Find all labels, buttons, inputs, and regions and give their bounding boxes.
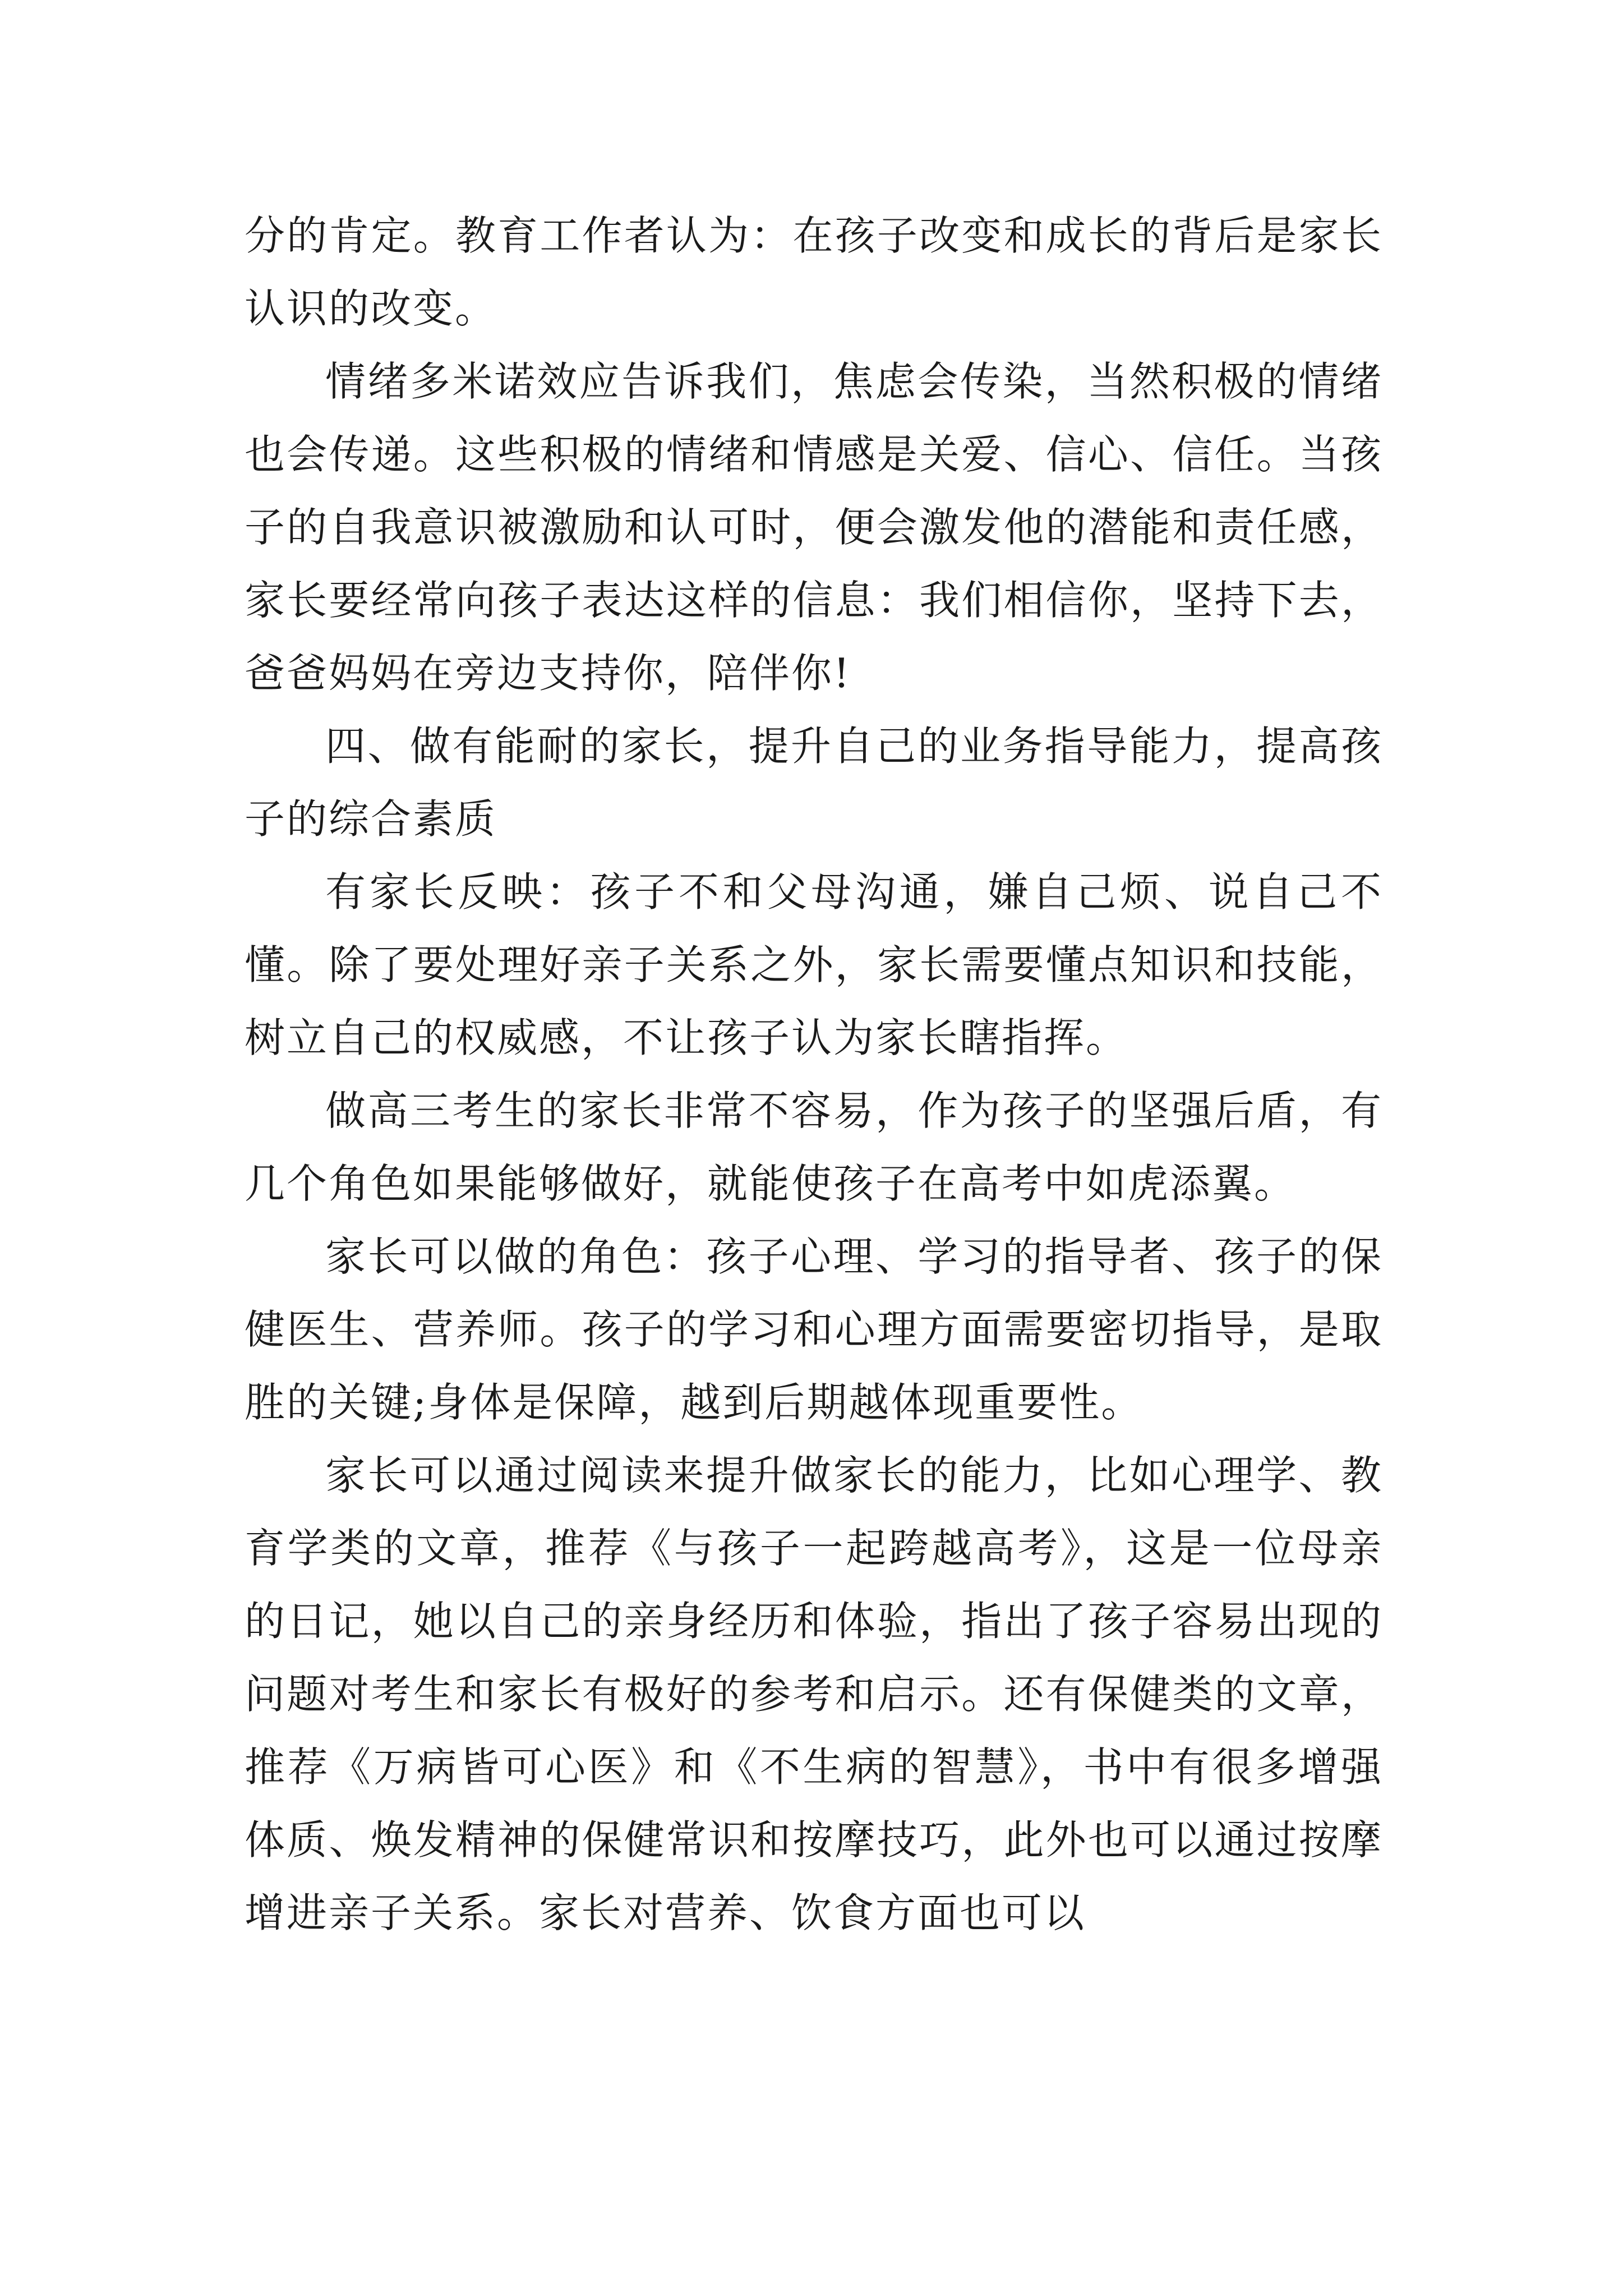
paragraph-senior-parents: 做高三考生的家长非常不容易，作为孩子的坚强后盾，有几个角色如果能够做好，就能使孩子在高考中如虎添翼。 [245,1087,1383,1207]
paragraph-reading-recommendations: 家长可以通过阅读来提升做家长的能力，比如心理学、教育学类的文章，推荐《与孩子一起跨越高考》，这是一位母亲的日记，她以自己的亲身经历和体验，指出了孩子容易出现的问题对考生和家长有极好的参考和启示。还有保健类的文章，推荐《万病皆可心医》和《不生病的智慧》，书中有很多增强体质、焕发精神的保健常识和按摩技巧，此外也可以通过按摩增进亲子关系。家长对营养、饮食方面也可以 [245,1452,1383,1936]
paragraph-emotion-domino: 情绪多米诺效应告诉我们，焦虑会传染，当然积极的情绪也会传递。这些积极的情绪和情感是关爱、信心、信任。当孩子的自我意识被激励和认可时，便会激发他的潜能和责任感，家长要经常向孩子表达这样的信息：我们相信你，坚持下去，爸爸妈妈在旁边支持你，陪伴你! [245,358,1383,697]
section-heading-four: 四、做有能耐的家长，提升自己的业务指导能力，提高孩子的综合素质 [245,723,1383,843]
paragraph-continuation: 分的肯定。教育工作者认为：在孩子改变和成长的背后是家长认识的改变。 [245,212,1383,332]
paragraph-parent-feedback: 有家长反映：孩子不和父母沟通，嫌自己烦、说自己不懂。除了要处理好亲子关系之外，家长需要懂点知识和技能，树立自己的权威感，不让孩子认为家长瞎指挥。 [245,868,1383,1061]
paragraph-parent-roles: 家长可以做的角色：孩子心理、学习的指导者、孩子的保健医生、营养师。孩子的学习和心理方面需要密切指导，是取胜的关键;身体是保障，越到后期越体现重要性。 [245,1233,1383,1426]
document-body [245,199,1383,1949]
